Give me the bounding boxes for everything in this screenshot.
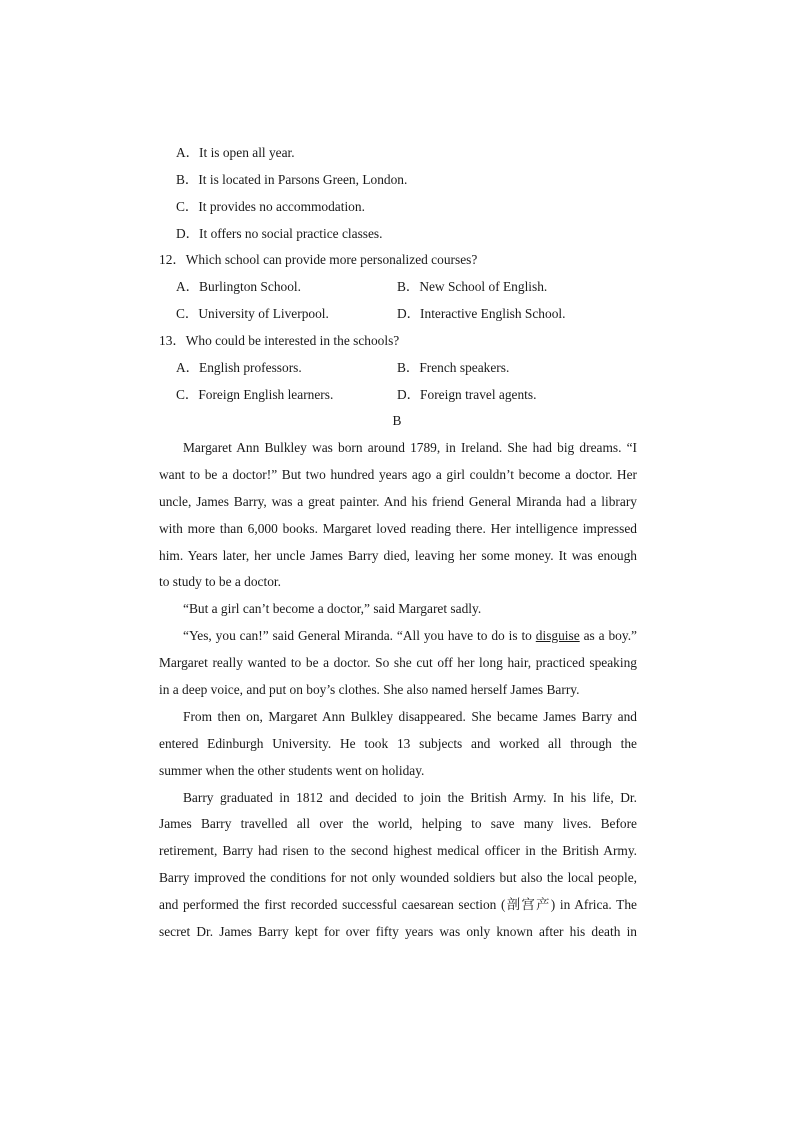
passage-p1-line: to study to be a doctor. (159, 574, 281, 589)
q12-stem: 12．Which school can provide more personalized courses? (159, 252, 478, 267)
passage-p1-line: uncle, James Barry, was a great painter. And his friend General Miranda had a library (159, 494, 637, 509)
q13-stem: 13．Who could be interested in the schools? (159, 333, 400, 348)
passage-p4-line: From then on, Margaret Ann Bulkley disappeared. She became James Barry and (183, 709, 637, 724)
q13-option-d: D．Foreign travel agents. (397, 387, 537, 402)
passage-p3-after: as a boy.” (579, 628, 637, 643)
q12-option-d: D．Interactive English School. (397, 306, 566, 321)
passage-p4-line: summer when the other students went on holiday. (159, 763, 425, 778)
q11-option-d: D．It offers no social practice classes. (176, 226, 383, 241)
q12-option-b: B．New School of English. (397, 279, 548, 294)
passage-p3-line: in a deep voice, and put on boy’s clothes. She also named herself James Barry. (159, 682, 580, 697)
passage-p5-line: and performed the first recorded successful caesarean section (剖宫产) in Africa. The (159, 897, 637, 912)
q13-option-a: A．English professors. (176, 360, 302, 375)
passage-p3-line (183, 627, 637, 645)
passage-p3-line: Margaret really wanted to be a doctor. So she cut off her long hair, practiced speaking (159, 655, 637, 670)
q11-option-a: A．It is open all year. (176, 145, 295, 160)
passage-p1-line: him. Years later, her uncle James Barry died, leaving her some money. It was enough (159, 548, 637, 563)
q12-option-a: A．Burlington School. (176, 279, 301, 294)
passage-p5-line: Barry improved the conditions for not only wounded soldiers but also the local people, (159, 870, 637, 885)
passage-p5-line: James Barry travelled all over the world, helping to save many lives. Before (159, 816, 637, 831)
passage-p1-line: Margaret Ann Bulkley was born around 1789, in Ireland. She had big dreams. “I (183, 440, 637, 455)
passage-p5-line: retirement, Barry had risen to the second highest medical officer in the British Army. (159, 843, 637, 858)
underlined-word-disguise: disguise (535, 628, 580, 643)
passage-p1-line: want to be a doctor!” But two hundred years ago a girl couldn’t become a doctor. Her (159, 467, 637, 482)
q13-option-b: B．French speakers. (397, 360, 510, 375)
passage-p3-before: “Yes, you can!” said General Miranda. “All you have to do is to (183, 628, 536, 643)
q12-option-c: C．University of Liverpool. (176, 306, 329, 321)
q11-option-b: B．It is located in Parsons Green, London. (176, 172, 408, 187)
passage-p5-line: Barry graduated in 1812 and decided to join the British Army. In his life, Dr. (183, 790, 637, 805)
q11-option-c: C．It provides no accommodation. (176, 199, 365, 214)
passage-p4-line: entered Edinburgh University. He took 13 subjects and worked all through the (159, 736, 637, 751)
passage-p1-line: with more than 6,000 books. Margaret loved reading there. Her intelligence impressed (159, 521, 637, 536)
passage-p2: “But a girl can’t become a doctor,” said Margaret sadly. (183, 601, 482, 616)
passage-p5-line: secret Dr. James Barry kept for over fifty years was only known after his death in (159, 924, 637, 939)
q13-option-c: C．Foreign English learners. (176, 387, 334, 402)
section-label: B (392, 413, 402, 428)
